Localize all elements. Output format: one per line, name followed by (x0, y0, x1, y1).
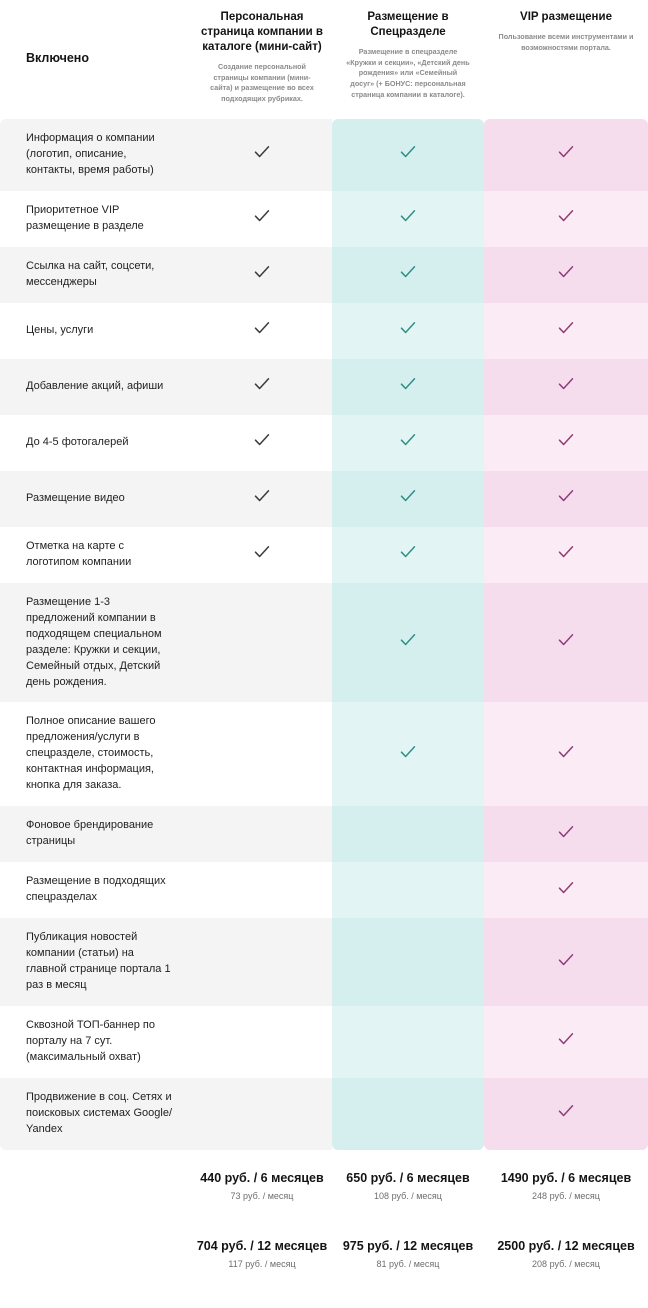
pricing-row-6-months (0, 1164, 648, 1220)
plan-3-cell (484, 583, 648, 703)
price-12m-sub: 117 руб. / месяц (228, 1258, 296, 1269)
pricing-plan-3-12m (484, 1232, 648, 1288)
check-icon (399, 631, 417, 649)
check-icon (557, 375, 575, 393)
pricing-gap-cell (0, 1220, 648, 1232)
feature-label: Размещение 1-3 предложений компании в подходящем специальном разделе: Кружки и секции, Семейный отдых, Детский день рождения. (0, 583, 192, 703)
plan-2-cell (332, 702, 484, 806)
feature-label: Размещение видео (0, 471, 192, 527)
plan-2-cell (332, 862, 484, 918)
plan-3-cell (484, 415, 648, 471)
plan-1-cell (192, 119, 332, 191)
plan-1-cell (192, 527, 332, 583)
check-icon (253, 543, 271, 561)
table-row (0, 191, 648, 247)
plan-1-cell (192, 303, 332, 359)
check-icon (399, 143, 417, 161)
feature-label: Цены, услуги (0, 303, 192, 359)
check-icon (253, 319, 271, 337)
table-row (0, 862, 648, 918)
plan-1-description: Создание персональной страницы компании (мини-сайта) и размещение во всех подходящих рубриках. (210, 61, 314, 104)
plan-2-cell (332, 1006, 484, 1078)
header-plan-1 (192, 0, 332, 119)
check-icon (253, 375, 271, 393)
plan-1-cell (192, 806, 332, 862)
plan-3-cell (484, 471, 648, 527)
plan-1-cell (192, 359, 332, 415)
check-icon (399, 543, 417, 561)
plan-2-cell (332, 527, 484, 583)
plan-2-cell (332, 918, 484, 1006)
price-6m-main: 440 руб. / 6 месяцев (200, 1170, 324, 1185)
plan-3-cell (484, 303, 648, 359)
plan-2-cell (332, 806, 484, 862)
table-row (0, 303, 648, 359)
plan-3-cell (484, 806, 648, 862)
table-row (0, 527, 648, 583)
check-icon (399, 207, 417, 225)
table-row (0, 119, 648, 191)
plan-3-cell (484, 1006, 648, 1078)
plan-2-cell (332, 583, 484, 703)
table-header (0, 0, 648, 119)
price-12m-main: 704 руб. / 12 месяцев (196, 1238, 328, 1253)
plan-1-cell (192, 918, 332, 1006)
check-icon (253, 431, 271, 449)
plan-3-cell (484, 247, 648, 303)
plan-2-title: Размещение в Спецразделе (367, 11, 449, 38)
pricing-spacer (0, 1232, 192, 1288)
feature-label: Добавление акций, афиши (0, 359, 192, 415)
plan-1-cell (192, 583, 332, 703)
table-row (0, 702, 648, 806)
feature-label: Ссылка на сайт, соцсети, мессенджеры (0, 247, 192, 303)
feature-label: Продвижение в соц. Сетях и поисковых системах Google/ Yandex (0, 1078, 192, 1150)
check-icon (557, 631, 575, 649)
plan-1-cell (192, 191, 332, 247)
check-icon (253, 143, 271, 161)
table-row (0, 1006, 648, 1078)
plan-1-cell (192, 415, 332, 471)
plan-2-cell (332, 191, 484, 247)
check-icon (253, 487, 271, 505)
price-12m-sub: 81 руб. / месяц (376, 1258, 440, 1269)
plan-1-cell (192, 1006, 332, 1078)
feature-label: Полное описание вашего предложения/услуги в спецразделе, стоимость, контактная информация, кнопка для заказа. (0, 702, 192, 806)
table-row (0, 415, 648, 471)
plan-3-title: VIP размещение (520, 11, 612, 23)
plan-3-cell (484, 1078, 648, 1150)
plan-3-cell (484, 702, 648, 806)
plan-3-cell (484, 527, 648, 583)
pricing-plan-2-6m (332, 1164, 484, 1220)
feature-label: Информация о компании (логотип, описание, контакты, время работы) (0, 119, 192, 191)
feature-label: Публикация новостей компании (статьи) на главной странице портала 1 раз в месяц (0, 918, 192, 1006)
check-icon (399, 319, 417, 337)
header-plan-2 (332, 0, 484, 119)
check-icon (557, 951, 575, 969)
feature-label: До 4-5 фотогалерей (0, 415, 192, 471)
table-row (0, 471, 648, 527)
price-6m-main: 1490 руб. / 6 месяцев (500, 1170, 632, 1185)
plan-3-cell (484, 862, 648, 918)
check-icon (557, 543, 575, 561)
check-icon (399, 263, 417, 281)
table-row (0, 359, 648, 415)
table-row (0, 583, 648, 703)
check-icon (557, 207, 575, 225)
feature-label: Фоновое брендирование страницы (0, 806, 192, 862)
check-icon (557, 1102, 575, 1120)
plan-2-description: Размещение в спецразделе «Кружки и секции», «Детский день рождения» или «Семейный досуг» (+ БОНУС: персональная страница компании в каталоге). (346, 46, 470, 100)
price-12m-main: 975 руб. / 12 месяцев (342, 1238, 474, 1253)
plan-3-cell (484, 119, 648, 191)
plan-3-cell (484, 359, 648, 415)
plan-2-cell (332, 247, 484, 303)
plan-1-cell (192, 702, 332, 806)
pricing-plan-3-6m (484, 1164, 648, 1220)
table-row (0, 806, 648, 862)
check-icon (399, 487, 417, 505)
pricing-spacer (0, 1164, 192, 1220)
plan-1-cell (192, 1078, 332, 1150)
check-icon (557, 1030, 575, 1048)
price-6m-main: 650 руб. / 6 месяцев (346, 1170, 470, 1185)
check-icon (557, 431, 575, 449)
feature-label: Приоритетное VIP размещение в разделе (0, 191, 192, 247)
check-icon (253, 263, 271, 281)
price-12m-sub: 208 руб. / месяц (532, 1258, 600, 1269)
check-icon (557, 823, 575, 841)
pricing-footer (0, 1150, 648, 1308)
check-icon (557, 143, 575, 161)
table-row (0, 247, 648, 303)
price-6m-sub: 248 руб. / месяц (532, 1190, 600, 1201)
table-row (0, 918, 648, 1006)
feature-label: Отметка на карте с логотипом компании (0, 527, 192, 583)
pricing-table (0, 1164, 648, 1288)
check-icon (557, 487, 575, 505)
pricing-plan-1-6m (192, 1164, 332, 1220)
check-icon (557, 319, 575, 337)
table-body (0, 119, 648, 1150)
plan-1-cell (192, 471, 332, 527)
plan-3-description: Пользование всеми инструментами и возможностями портала. (498, 31, 634, 52)
price-6m-sub: 73 руб. / месяц (230, 1190, 294, 1201)
check-icon (399, 375, 417, 393)
pricing-plan-1-12m (192, 1232, 332, 1288)
feature-label: Размещение в подходящих спецразделах (0, 862, 192, 918)
plan-1-cell (192, 862, 332, 918)
plan-2-cell (332, 119, 484, 191)
pricing-plan-2-12m (332, 1232, 484, 1288)
check-icon (399, 431, 417, 449)
plan-1-title: Персональная страница компании в каталоге (мини-сайт) (201, 11, 323, 53)
header-feature-column: Включено (0, 0, 192, 119)
pricing-gap (0, 1220, 648, 1232)
plan-2-cell (332, 1078, 484, 1150)
feature-label: Сквозной ТОП-баннер по порталу на 7 сут. (максимальный охват) (0, 1006, 192, 1078)
header-plan-3 (484, 0, 648, 119)
plan-2-cell (332, 303, 484, 359)
check-icon (557, 879, 575, 897)
plan-2-cell (332, 471, 484, 527)
plan-2-cell (332, 359, 484, 415)
plan-3-cell (484, 918, 648, 1006)
pricing-row-12-months (0, 1232, 648, 1288)
check-icon (399, 743, 417, 761)
price-12m-main: 2500 руб. / 12 месяцев (497, 1238, 635, 1253)
price-6m-sub: 108 руб. / месяц (374, 1190, 442, 1201)
check-icon (557, 743, 575, 761)
check-icon (253, 207, 271, 225)
check-icon (557, 263, 575, 281)
table-row (0, 1078, 648, 1150)
plan-1-cell (192, 247, 332, 303)
plan-3-cell (484, 191, 648, 247)
header-row (0, 0, 648, 119)
plan-2-cell (332, 415, 484, 471)
